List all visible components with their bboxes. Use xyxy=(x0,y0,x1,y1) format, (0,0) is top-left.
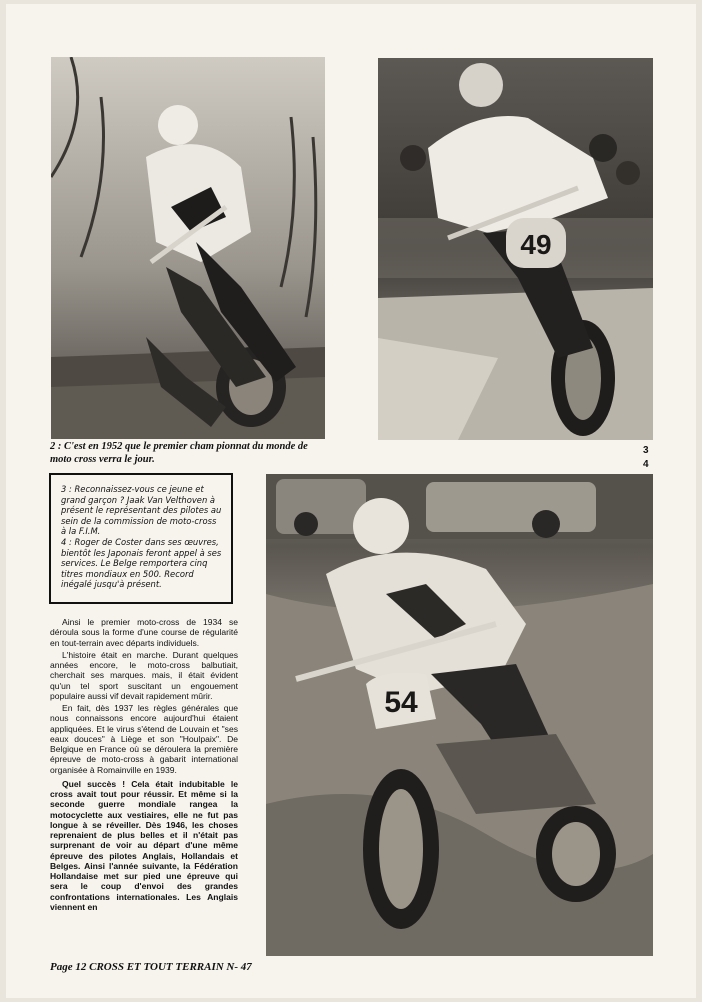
photo-3-number: 3 xyxy=(643,445,649,456)
photo-2-caption: 2 : C'est en 1952 que le premier cham pionnat du monde de moto cross verra le jour. xyxy=(50,441,308,465)
captions-box xyxy=(49,473,233,604)
race-number-54: 54 xyxy=(384,686,418,719)
article-body xyxy=(50,617,238,914)
article-paragraph-3: En fait, dès 1937 les règles générales que nous connaissons encore aujourd'hui étaient appliquées. Et le virus s'étend de Louvain et "ses eaux douces" à Liège et son "Houlpaix". De Belgique en France où se déroulera la première épreuve de moto-cross à gabarit international organisée à Romainville en 1939. xyxy=(50,703,238,775)
article-paragraph-1: Ainsi le premier moto-cross de 1934 se déroula sous la forme d'une course de régularité en tout-terrain avec départs individuels. xyxy=(50,617,238,648)
race-number-49: 49 xyxy=(520,229,552,260)
article-paragraph-4: Quel succès ! Cela était indubitable le cross avait tout pour réussir. Et même si la seconde guerre mondiale rangea la motocyclette aux vestiaires, elle ne fut pas longue à se réveiller. Dès 1946, les choses reprenaient de plus belles et il n'était pas surprenant de voir au départ d'une même épreuve des pilotes Anglais, Hollandais et Belges. Ainsi l'année suivante, la Fédération Hollandaise met sur pied une épreuve qui sera le coup d'envoi des grandes confrontations internationales. Les Anglais viennent en xyxy=(50,778,238,912)
caption-3: 3 : Reconnaissez-vous ce jeune et grand garçon ? Jaak Van Velthoven à présent le représentant des pilotes au sein de la commission de moto-cross à la F.I.M. xyxy=(61,484,222,537)
photo-2-rider xyxy=(51,57,325,439)
article-paragraph-2: L'histoire était en marche. Durant quelques années encore, le moto-cross balbutiait, cherchait ses marques. mais, il était évident qu'un tel sport suscitant un engouement populaire aussi vif devait rapidement mûrir. xyxy=(50,649,238,701)
page-footer: Page 12 CROSS ET TOUT TERRAIN N- 47 xyxy=(50,961,252,973)
photo-4-rider xyxy=(266,474,653,956)
caption-4: 4 : Roger de Coster dans ses œuvres, bientôt les Japonais feront appel à ses services. Le Belge remportera cinq titres mondiaux en 500. Record inégalé jusqu'à présent. xyxy=(61,536,222,590)
photo-4-number: 4 xyxy=(643,459,649,470)
photo-3-rider xyxy=(378,58,653,440)
